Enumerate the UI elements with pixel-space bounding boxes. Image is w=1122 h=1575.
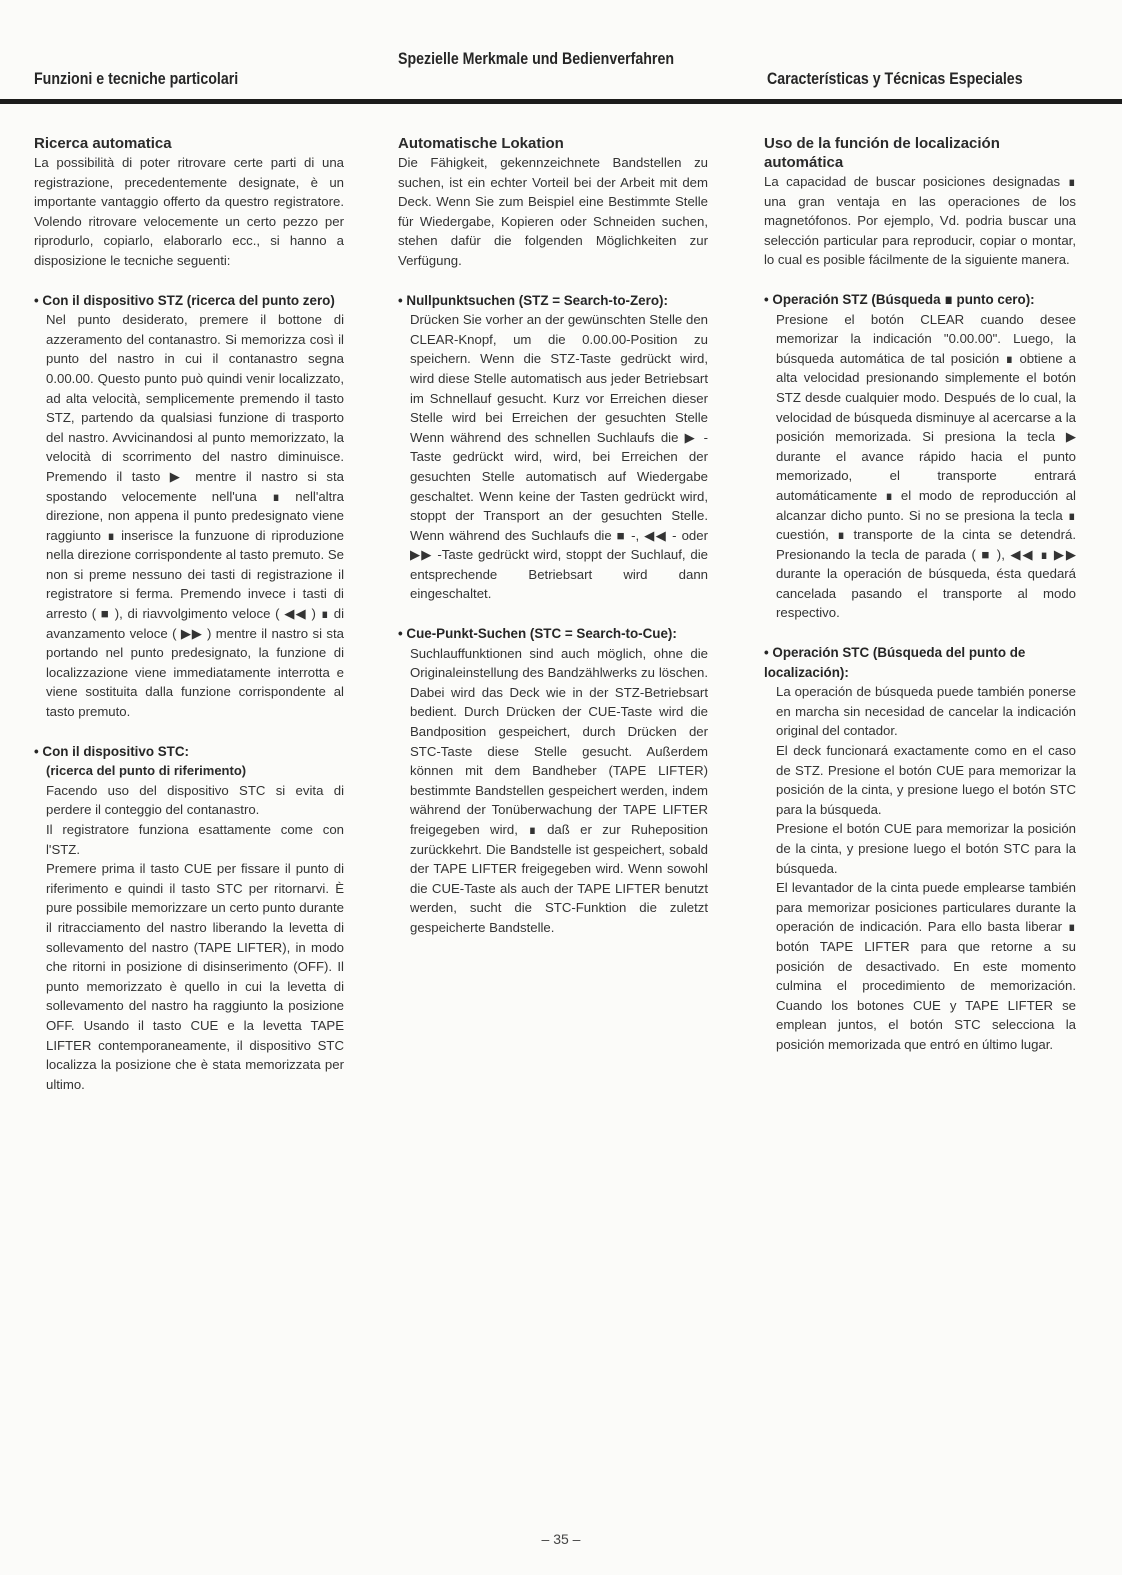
stz-paragraph: Presione el botón CLEAR cuando desee memorizar la indicación "0.00.00". Luego, la búsqueda automática de tal posición ∎ obtiene a alta velocidad presionando simplemente el botón STZ desde cualquier modo. Después de lo cual, la velocidad de búsqueda disminuye al acercarse a la posición memorizada. Si presiona la tecla ▶ durante el avance rápido hacia el punto memorizado, el transporte entrará automáticamente ∎ el modo de reproducción al alcanzar dicho punto. Si no se presiona la tecla ∎ cuestión, ∎ transporte de la cinta se detendrá. Presionando la tecla de parada ( ■ ), ◀◀ ∎ ▶▶ durante la operación de búsqueda, ésta quedará cancelada pasando el transporte al modo respectivo. [776, 311, 1076, 621]
header-german: Spezielle Merkmale und Bedienverfahren [398, 50, 675, 68]
intro-paragraph: La capacidad de buscar posiciones designadas ∎ una gran ventaja en las operaciones de los magnetófonos. Por ejemplo, Vd. podria buscar una selección particular para reproducir, copiar o montar, lo cual es posible fácilmente de la siguiente manera. [764, 174, 1076, 268]
stc-paragraph: Suchlauffunktionen sind auch möglich, ohne die Originaleinstellung des Bandzählwerks zu löschen. Dabei wird das Deck wie in der STZ-Betriebsart bedient. Durch Drücken der CUE-Taste wird die Bandposition gespeichert, durch Drücken der STC-Taste diese Stelle gesucht. Außerdem können mit dem Bandheber (TAPE LIFTER) bestimmte Bandstellen gespeichert werden, indem während der Tonüberwachung der TAPE LIFTER freigegeben wird, ∎ daß er zur Ruheposition zurückkehrt. Die Bandstelle ist gespeichert, sobald der TAPE LIFTER freigegeben wird. Wenn sowohl die CUE-Taste als auch der TAPE LIFTER benutzt werden, sucht die STC-Funktion die zuletzt gespeicherte Bandstelle. [410, 645, 708, 935]
stc-paragraph-2: El deck funcionará exactamente como en el caso de STZ. Presione el botón CUE para memorizar la posición de la cinta, y presione luego el botón STC para la búsqueda. [776, 743, 1076, 817]
page-header [0, 0, 1122, 104]
stc-paragraph-3: Premere prima il tasto CUE per fissare il punto di riferimento e quindi il tasto STC per ritornarvi. È pure possibile memorizzare un certo punto durante il ritracciamento del nastro liberando la levetta di sollevamento del nastro (TAPE LIFTER), in modo che ritorni in posizione di disinserimento (OFF). Il punto memorizzato è quello in cui la levetta di sollevamento del nastro ha raggiunto la posizione OFF. Usando il tasto CUE e la levetta TAPE LIFTER contemporaneamente, il dispositivo STC localizza la posizione che è stata memorizzata per ultimo. [46, 861, 344, 1092]
stz-heading: • Operación STZ (Búsqueda ∎ punto cero): [764, 291, 1035, 307]
stc-paragraph-3: Presione el botón CUE para memorizar la posición de la cinta, y presione luego el botón STC para la búsqueda. [776, 821, 1076, 876]
stz-heading: • Nullpunktsuchen (STZ = Search-to-Zero): [398, 292, 668, 308]
stc-heading: • Operación STC (Búsqueda del punto de localización): [764, 645, 1026, 680]
stc-heading: • Con il dispositivo STC: [34, 743, 189, 759]
intro-paragraph: La possibilità di poter ritrovare certe parti di una registrazione, precedentemente designate, è un importante vantaggio offerto da questro registratore. Volendo ritrovare velocemente un certo pezzo per riprodurlo, copiarlo, elaborarlo ecc., si hanno a disposizione le tecniche seguenti: [34, 155, 344, 268]
stc-heading: • Cue-Punkt-Suchen (STC = Search-to-Cue): [398, 626, 677, 642]
stz-heading: • Con il dispositivo STZ (ricerca del punto zero) [34, 292, 335, 308]
stz-paragraph: Nel punto desiderato, premere il bottone di azzeramento del contanastro. Si memorizza così il punto del nastro in cui il contanastro segna 0.00.00. Questo punto può quindi venir localizzato, ad alta velocità, semplicemente premendo il tasto STZ, partendo da qualsiasi funzione di trasporto del nastro. Avvicinandosi al punto memorizzato, la velocità di scorrimento del nastro diminuisce. Premendo il tasto ▶ mentre il nastro si sta spostando velocemente nell'una ∎ nell'altra direzione, non appena il punto predesignato viene raggiunto ∎ inserisce la funzuone di riproduzione nella direzione corrispondente al tasto premuto. Se non si preme nessuno dei tasti di registrazione il registratore si ferma. Premendo invece i tasti di arresto ( ■ ), di riavvolgimento veloce ( ◀◀ ) ∎ di avanzamento veloce ( ▶▶ ) mentre il nastro si sta portando nel punto predesignato, la funzione di localizzazione viene immediatamente interrotta e viene sostituita dalla funzione corrispondente al tasto premuto. [46, 312, 344, 720]
stz-paragraph: Drücken Sie vorher an der gewünschten Stelle den CLEAR-Knopf, um die 0.00.00-Position zu speichern. Wenn die STZ-Taste gedrückt wird, wird diese Stelle automatisch aus jeder Betriebsart im Schnellauf gesucht. Kurz vor Erreichen dieser Stelle wird bei Erreichen der gesuchten Stelle Wenn während des schnellen Suchlaufs die ▶ -Taste gedrückt wird, wird, bei Erreichen der gesuchten Stelle automatisch auf Wiedergabe geschaltet. Wenn keine der Tasten gedrückt wird, stoppt der Transport an der gesuchten Stelle. Wenn während des Suchlaufs die ■ -, ◀◀ - oder ▶▶ -Taste gedrückt wird, stoppt der Suchlauf, die entsprechende Betriebsart wird dann eingeschaltet. [410, 312, 708, 602]
stc-paragraph-4: El levantador de la cinta puede emplearse también para memorizar posiciones particulares durante la operación de indicación. Para ello basta liberar ∎ botón TAPE LIFTER para que retorne a su posición de desactivado. En este momento culmina el procedimiento de memorización. Cuando los botones CUE y TAPE LIFTER se emplean juntos, el botón STC selecciona la posición memorizada que entró en último lugar. [776, 880, 1076, 1052]
intro-paragraph: Die Fähigkeit, gekennzeichnete Bandstellen zu suchen, ist ein echter Vorteil bei der Arbeit mit dem Deck. Wenn Sie zum Beispiel eine Bestimmte Stelle für Wiedergabe, Kopieren oder Schneiden suchen, stehen dafür die folgenden Möglichkeiten zur Verfügung. [398, 155, 708, 268]
header-rule [0, 99, 1122, 104]
column-italian [34, 134, 344, 1094]
column-spanish [764, 134, 1076, 1055]
header-italian: Funzioni e tecniche particolari [34, 70, 239, 88]
column-german [398, 134, 708, 938]
stc-paragraph-2: Il registratore funziona esattamente come con l'STZ. [46, 822, 344, 857]
stc-paragraph-1: La operación de búsqueda puede también ponerse en marcha sin necesidad de cancelar la indicación original del contador. [776, 684, 1076, 739]
stc-subheading: (ricerca del punto di riferimento) [46, 763, 247, 779]
header-spanish: Características y Técnicas Especiales [767, 70, 1023, 88]
section-title: Automatische Lokation [398, 135, 564, 152]
page-number: – 35 – [541, 1531, 581, 1547]
section-title: Uso de la función de localización automática [764, 135, 1000, 171]
stc-paragraph-1: Facendo uso del dispositivo STC si evita di perdere il conteggio del contanastro. [46, 782, 344, 818]
section-title: Ricerca automatica [34, 135, 172, 152]
